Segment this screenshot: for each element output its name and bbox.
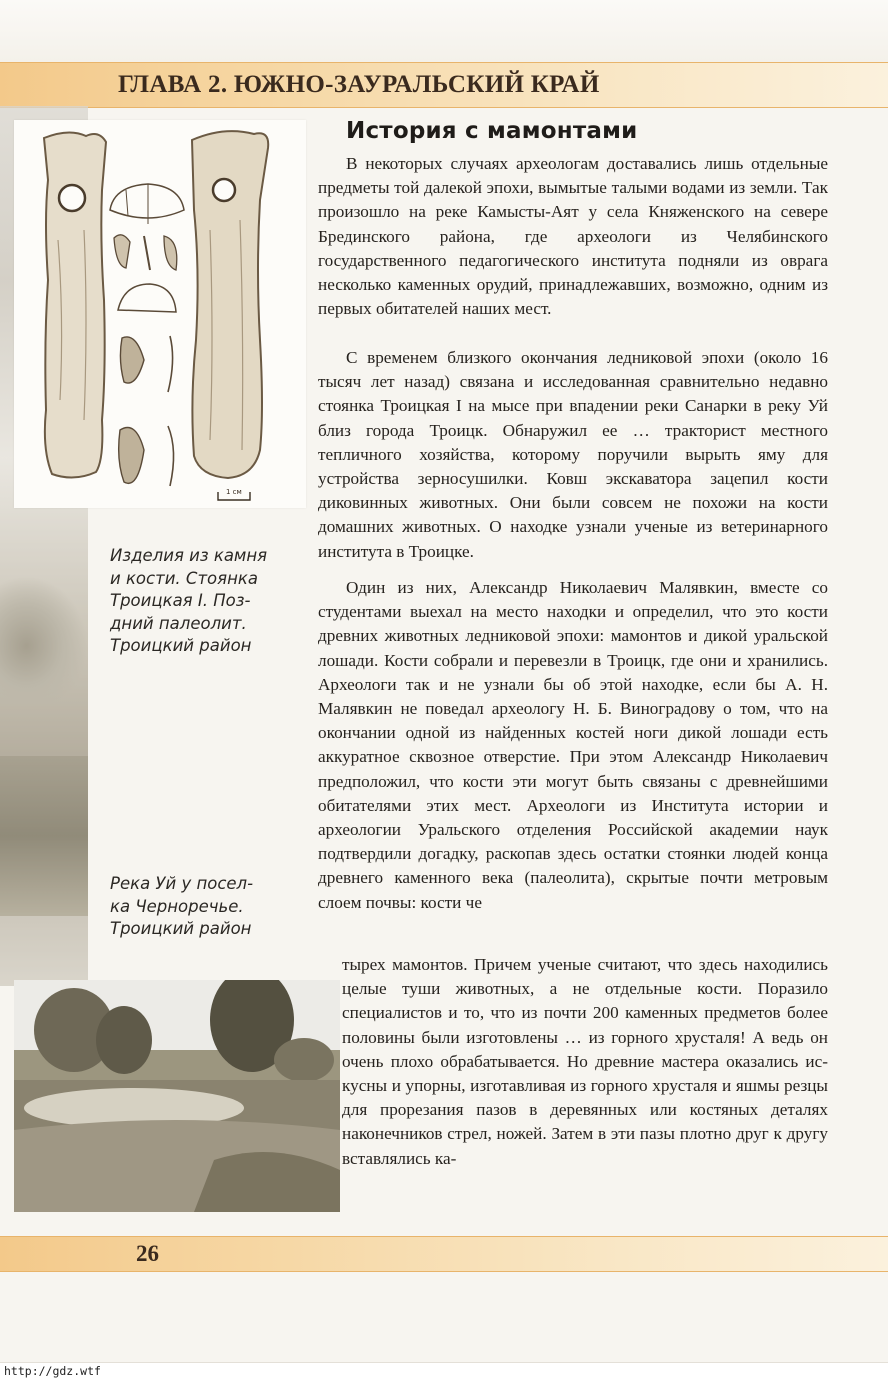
paragraph-4: тырех мамонтов. Причем ученые считают, что здесь находились целые туши животных, а не отдельные кости. Поразило специалистов и то, что из почти 200 каменных предметов более половины были изготовлены … из горного хрусталя! А ведь он очень плохо обрабатывается. Но древние мастера оказались искусны и упорны, изготавливая из горного хрусталя и яшмы резцы для прорезания пазов в деревянных или костяных деталях наконечников стрел, ножей. Затем в эти пазы плотно друг к другу вставлялись ка-	[342, 955, 828, 1168]
page-number: 26	[136, 1241, 159, 1266]
stone-tool-6	[120, 337, 144, 383]
stone-tool-9	[168, 426, 174, 486]
artifacts-caption: Изделия из камня и кости. Стоянка Троицкая I. Поз- дний палеолит. Троицкий район	[110, 546, 268, 655]
artifacts-drawing	[14, 120, 306, 508]
side-photo-tree	[0, 576, 88, 716]
top-margin	[0, 0, 888, 62]
bone-left-hole	[59, 185, 85, 211]
river-caption: Река Уй у посел- ка Черноречье. Троицкий район	[110, 874, 254, 938]
stone-tool-3	[144, 236, 150, 270]
page-footer-bar	[0, 1236, 888, 1272]
stone-tool-7	[168, 336, 173, 392]
bone-right-hole	[213, 179, 235, 201]
river-landscape	[14, 980, 340, 1212]
scale-label: 1 см	[226, 488, 242, 496]
artifacts-illustration	[14, 120, 306, 508]
section-heading: История с мамонтами	[346, 118, 638, 144]
paragraph-3: Один из них, Александр Николаевич Малявкин, вместе со студентами выехал на место находки и определил, что это кости древних животных ледниковой эпохи: мамонтов и дикой уральской лошади. Кости собрали и перевезли в Троицк, где они и хранились. Археологи так и не узнали бы об этой находке, если бы А. Н. Малявкин не поведал археологу Н. Б. Виноградову о том, что на окончании одной из найденных костей ноги дикой лошади есть аккуратное сквозное отверстие. При этом Александр Николаевич предположил, что кости эти могут быть связаны с древнейшими обитателями этих мест. Археологи из Института истории и археологии Уральского отделения Российской академии наук подтвердили догадку, раскопав здесь остатки стоянки людей конца древнего каменного века (палеолита), скрытые почти метровым слоем почвы: кости че	[318, 578, 828, 912]
side-photo-field	[0, 756, 88, 916]
paragraph-1: В некоторых случаях археологам доставались лишь отдельные предметы той далекой эпохи, вымытые талыми водами из земли. Так произошло на реке Камысты-Аят у села Княженского на севере Брединского района, где археологи из Челябинского государственного педагогического института подняли из оврага несколько каменных орудий, принадлежавших, возможно, одним из первых обитателей наших мест.	[318, 154, 828, 319]
stone-tool-8	[119, 428, 144, 484]
stone-tool-1	[110, 184, 184, 218]
stone-tool-4	[164, 236, 177, 270]
river-photo	[14, 980, 340, 1212]
stone-tool-5	[118, 284, 176, 312]
paragraph-2: С временем близкого окончания ледниковой эпохи (около 16 тысяч лет назад) связана и исследованная сравнительно недавно стоянка Троицкая I на мысе при впадении реки Санарки в реку Уй близ города Троицк. Обнаружил ее … тракторист местного тепличного хозяйства, которому поручили вырыть яму для устройства зерносушилки. Ковш экскаватора зацепил кости диковинных животных. Они были совсем не похожи на кости домашних животных. О находке узнали ученые из ветеринарного института в Троицке.	[318, 348, 828, 561]
footer-url-link[interactable]: http://gdz.wtf	[4, 1364, 101, 1378]
footer-strip	[0, 1362, 888, 1382]
chapter-header-bar	[0, 62, 888, 108]
chapter-title: ГЛАВА 2. ЮЖНО-ЗАУРАЛЬСКИЙ КРАЙ	[118, 71, 600, 98]
stone-tool-2	[114, 235, 130, 268]
